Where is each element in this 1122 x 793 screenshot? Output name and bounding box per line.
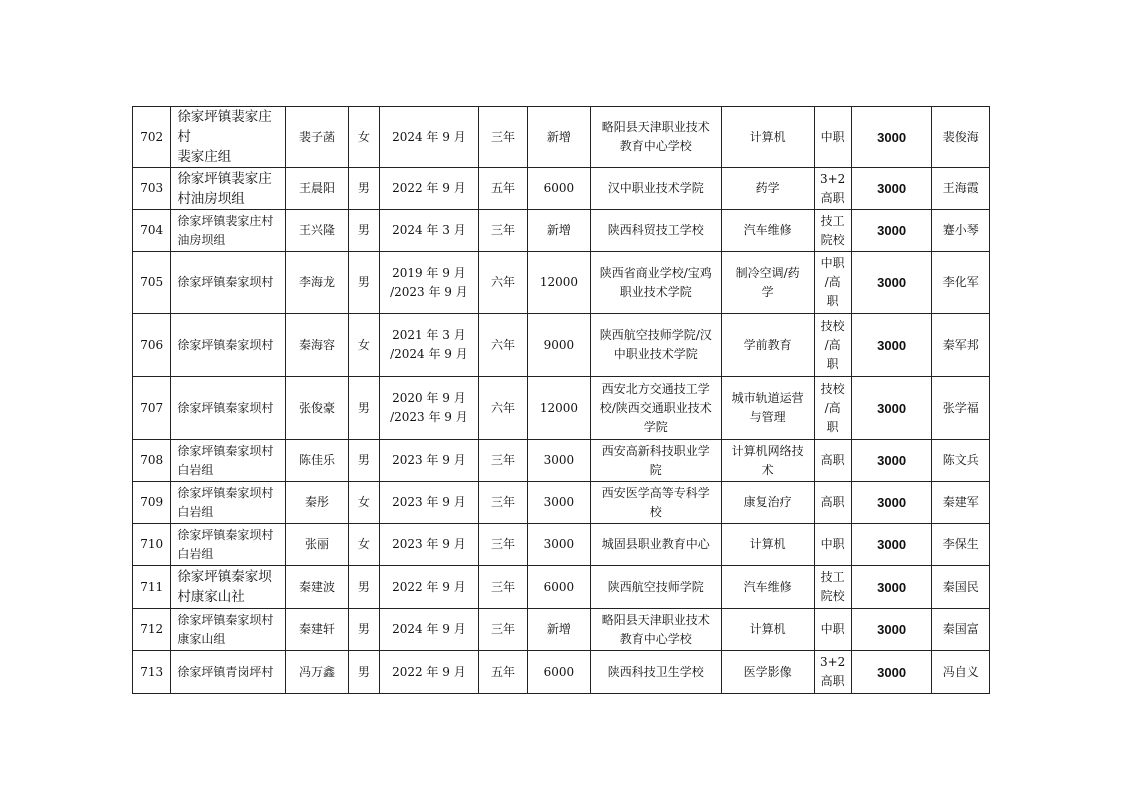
guardian-name: 冯自义 [932,651,990,694]
enrollment-date: 2024 年 3 月 [380,210,479,252]
table-row [133,377,990,440]
student-subsidy-table [132,106,990,694]
subsidy-amount: 3000 [851,651,932,694]
subsidy-amount: 3000 [851,524,932,566]
subsidy-amount: 3000 [851,566,932,609]
gender: 女 [348,524,379,566]
row-number: 705 [133,252,171,314]
previous-subsidy: 6000 [528,566,591,609]
major: 学前教育 [721,314,814,377]
major: 制冷空调/药 学 [721,252,814,314]
student-name: 陈佳乐 [286,440,349,482]
student-name: 秦建波 [286,566,349,609]
guardian-name: 张学福 [932,377,990,440]
table-row [133,440,990,482]
major: 计算机 [721,524,814,566]
village-group: 徐家坪镇秦家坝村 [171,314,286,377]
education-level: 中职 [814,524,851,566]
enrollment-date: 2022 年 9 月 [380,566,479,609]
row-number: 708 [133,440,171,482]
previous-subsidy: 12000 [528,252,591,314]
previous-subsidy: 3000 [528,440,591,482]
school-name: 西安高新科技职业学 院 [590,440,721,482]
education-level: 技工 院校 [814,566,851,609]
gender: 男 [348,252,379,314]
subsidy-amount: 3000 [851,314,932,377]
school-years: 三年 [478,482,527,524]
major: 计算机 [721,107,814,168]
major: 药学 [721,168,814,210]
student-name: 王晨阳 [286,168,349,210]
school-years: 六年 [478,314,527,377]
row-number: 706 [133,314,171,377]
table-row [133,609,990,651]
village-group: 徐家坪镇裴家庄 村油房坝组 [171,168,286,210]
school-years: 五年 [478,651,527,694]
education-level: 技工 院校 [814,210,851,252]
row-number: 703 [133,168,171,210]
student-name: 李海龙 [286,252,349,314]
previous-subsidy: 新增 [528,210,591,252]
table-row [133,252,990,314]
village-group: 徐家坪镇秦家坝 村康家山社 [171,566,286,609]
enrollment-date: 2023 年 9 月 [380,482,479,524]
school-name: 略阳县天津职业技术 教育中心学校 [590,107,721,168]
school-name: 城固县职业教育中心 [590,524,721,566]
subsidy-amount: 3000 [851,210,932,252]
table-row [133,524,990,566]
school-name: 陕西科贸技工学校 [590,210,721,252]
school-years: 三年 [478,609,527,651]
previous-subsidy: 12000 [528,377,591,440]
enrollment-date: 2019 年 9 月 /2023 年 9 月 [380,252,479,314]
enrollment-date: 2023 年 9 月 [380,440,479,482]
previous-subsidy: 6000 [528,168,591,210]
village-group: 徐家坪镇秦家坝村 白岩组 [171,440,286,482]
table-row [133,482,990,524]
major: 计算机 [721,609,814,651]
school-name: 陕西省商业学校/宝鸡 职业技术学院 [590,252,721,314]
guardian-name: 裴俊海 [932,107,990,168]
school-name: 陕西航空技师学院 [590,566,721,609]
enrollment-date: 2020 年 9 月 /2023 年 9 月 [380,377,479,440]
school-name: 陕西航空技师学院/汉 中职业技术学院 [590,314,721,377]
guardian-name: 李保生 [932,524,990,566]
table-row [133,168,990,210]
student-name: 张丽 [286,524,349,566]
row-number: 704 [133,210,171,252]
school-years: 三年 [478,107,527,168]
village-group: 徐家坪镇秦家坝村 白岩组 [171,482,286,524]
enrollment-date: 2024 年 9 月 [380,609,479,651]
enrollment-date: 2023 年 9 月 [380,524,479,566]
village-group: 徐家坪镇青岗坪村 [171,651,286,694]
school-years: 三年 [478,524,527,566]
gender: 女 [348,314,379,377]
education-level: 技校 /高 职 [814,314,851,377]
guardian-name: 王海霞 [932,168,990,210]
guardian-name: 秦国民 [932,566,990,609]
school-name: 略阳县天津职业技术 教育中心学校 [590,609,721,651]
school-name: 西安医学高等专科学 校 [590,482,721,524]
major: 计算机网络技 术 [721,440,814,482]
village-group: 徐家坪镇秦家坝村 康家山组 [171,609,286,651]
education-level: 高职 [814,440,851,482]
row-number: 711 [133,566,171,609]
student-name: 冯万鑫 [286,651,349,694]
gender: 女 [348,482,379,524]
student-name: 裴子菡 [286,107,349,168]
guardian-name: 李化军 [932,252,990,314]
enrollment-date: 2024 年 9 月 [380,107,479,168]
village-group: 徐家坪镇裴家庄村 油房坝组 [171,210,286,252]
education-level: 3+2 高职 [814,651,851,694]
table-row [133,210,990,252]
village-group: 徐家坪镇秦家坝村 白岩组 [171,524,286,566]
school-years: 三年 [478,210,527,252]
school-years: 五年 [478,168,527,210]
student-name: 秦建轩 [286,609,349,651]
row-number: 702 [133,107,171,168]
previous-subsidy: 9000 [528,314,591,377]
education-level: 中职 [814,107,851,168]
row-number: 713 [133,651,171,694]
education-level: 中职 [814,609,851,651]
previous-subsidy: 新增 [528,107,591,168]
previous-subsidy: 新增 [528,609,591,651]
gender: 男 [348,609,379,651]
school-years: 三年 [478,566,527,609]
student-name: 王兴隆 [286,210,349,252]
enrollment-date: 2021 年 3 月 /2024 年 9 月 [380,314,479,377]
gender: 男 [348,440,379,482]
subsidy-amount: 3000 [851,440,932,482]
subsidy-amount: 3000 [851,168,932,210]
major: 康复治疗 [721,482,814,524]
table-row [133,566,990,609]
guardian-name: 秦国富 [932,609,990,651]
enrollment-date: 2022 年 9 月 [380,168,479,210]
school-years: 六年 [478,377,527,440]
major: 城市轨道运营 与管理 [721,377,814,440]
subsidy-amount: 3000 [851,482,932,524]
education-level: 高职 [814,482,851,524]
gender: 男 [348,377,379,440]
major: 医学影像 [721,651,814,694]
education-level: 中职 /高 职 [814,252,851,314]
guardian-name: 陈文兵 [932,440,990,482]
table-row [133,651,990,694]
education-level: 技校 /高 职 [814,377,851,440]
gender: 女 [348,107,379,168]
gender: 男 [348,566,379,609]
student-name: 秦彤 [286,482,349,524]
village-group: 徐家坪镇秦家坝村 [171,252,286,314]
row-number: 712 [133,609,171,651]
previous-subsidy: 3000 [528,524,591,566]
row-number: 710 [133,524,171,566]
previous-subsidy: 3000 [528,482,591,524]
school-name: 西安北方交通技工学 校/陕西交通职业技术 学院 [590,377,721,440]
subsidy-amount: 3000 [851,609,932,651]
major: 汽车维修 [721,210,814,252]
guardian-name: 秦建军 [932,482,990,524]
subsidy-amount: 3000 [851,107,932,168]
village-group: 徐家坪镇裴家庄村 裴家庄组 [171,107,286,168]
student-name: 张俊豪 [286,377,349,440]
enrollment-date: 2022 年 9 月 [380,651,479,694]
row-number: 709 [133,482,171,524]
education-level: 3+2 高职 [814,168,851,210]
gender: 男 [348,210,379,252]
school-years: 三年 [478,440,527,482]
school-name: 汉中职业技术学院 [590,168,721,210]
student-name: 秦海容 [286,314,349,377]
gender: 男 [348,651,379,694]
guardian-name: 秦军邦 [932,314,990,377]
subsidy-amount: 3000 [851,377,932,440]
guardian-name: 蹇小琴 [932,210,990,252]
school-name: 陕西科技卫生学校 [590,651,721,694]
major: 汽车维修 [721,566,814,609]
village-group: 徐家坪镇秦家坝村 [171,377,286,440]
table-row [133,107,990,168]
school-years: 六年 [478,252,527,314]
row-number: 707 [133,377,171,440]
table-row [133,314,990,377]
gender: 男 [348,168,379,210]
subsidy-amount: 3000 [851,252,932,314]
previous-subsidy: 6000 [528,651,591,694]
